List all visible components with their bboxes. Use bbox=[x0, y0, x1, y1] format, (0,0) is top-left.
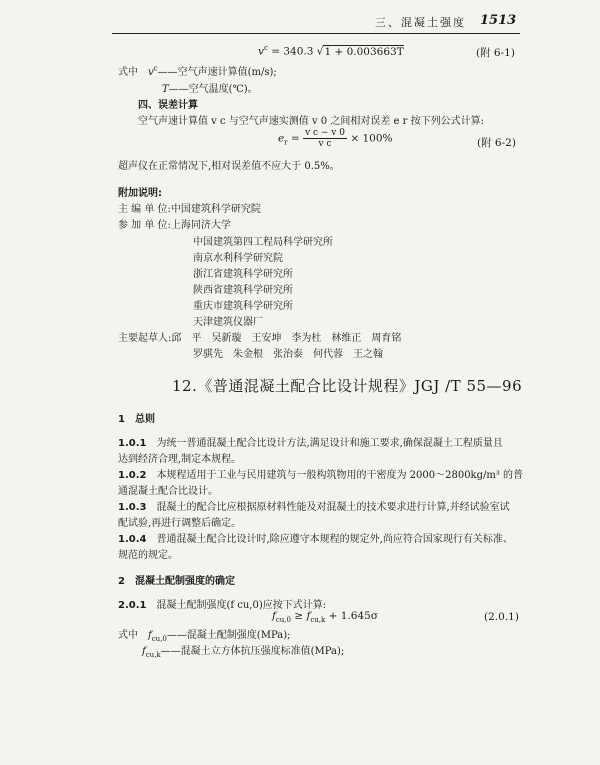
where-2-line-1: 式中 $f_{cu,0}——$混凝土配制强度(MPa); bbox=[118, 630, 291, 643]
clause-2-0-1: 2.0.1 混凝土配制强度(f cu,0)应按下式计算: bbox=[118, 600, 327, 611]
formula-2-0-1: $f_{cu,0} \ge f_{cu,k} + 1.645\sigma$ bbox=[272, 610, 378, 625]
chapter-2-heading: 2 混凝土配制强度的确定 bbox=[118, 576, 235, 587]
participant-item: 浙江省建筑科学研究所 bbox=[193, 269, 293, 280]
formula-6-2: $e_r$ = $\frac{\text{v c − v 0}}{\text{v c}}$ × 100% bbox=[278, 128, 393, 149]
participant-item: 中国建筑第四工程局科学研究所 bbox=[193, 237, 333, 248]
standard-title: 12.《普通混凝土配合比设计规程》JGJ /T 55—96 bbox=[172, 377, 523, 395]
error-calc-intro: 空气声速计算值 v c 与空气声速实测值 v 0 之间相对误差 e r 按下列公式计算: bbox=[138, 116, 484, 127]
page-number: 1513 bbox=[480, 13, 517, 28]
clause-1-0-2-cont: 通混凝土配合比设计。 bbox=[118, 486, 218, 497]
participants-first: 参 加 单 位:上海同济大学 bbox=[118, 220, 231, 231]
error-calc-note: 超声仪在正常情况下,相对误差值不应大于 0.5%。 bbox=[118, 161, 340, 172]
where-line-1: 式中 $v^c——$空气声速计算值(m/s); bbox=[118, 64, 277, 78]
clause-1-0-1-cont: 达到经济合理,制定本规程。 bbox=[118, 454, 242, 465]
formula-6-2-number: (附 6-2) bbox=[477, 137, 516, 149]
appendix-heading: 附加说明: bbox=[118, 188, 162, 199]
formula-6-1: $v^c = 340.3$ √1 + 0.003663T bbox=[258, 44, 404, 58]
clause-1-0-1: 1.0.1 为统一普通混凝土配合比设计方法,满足设计和施工要求,确保混凝土工程质量且 bbox=[118, 438, 503, 449]
clause-1-0-3: 1.0.3 混凝土的配合比应根据原材料性能及对混凝土的技术要求进行计算,并经试验室试 bbox=[118, 502, 510, 513]
drafters-line-2: 罗骐先 朱金根 张治泰 何代蓉 王之翰 bbox=[193, 349, 383, 360]
participant-item: 南京水利科学研究院 bbox=[193, 253, 283, 264]
section-heading-error-calc: 四、误差计算 bbox=[138, 100, 198, 111]
header-rule bbox=[112, 33, 520, 34]
running-header-section: 三、混凝土强度 bbox=[375, 16, 466, 29]
clause-1-0-4-cont: 规范的规定。 bbox=[118, 550, 178, 561]
clause-1-0-4: 1.0.4 普通混凝土配合比设计时,除应遵守本规程的规定外,尚应符合国家现行有关标准、 bbox=[118, 534, 513, 545]
participant-item: 陕西省建筑科学研究所 bbox=[193, 285, 293, 296]
clause-1-0-2: 1.0.2 本规程适用于工业与民用建筑与一般构筑物用的干密度为 2000～2800kg/m³ 的普 bbox=[118, 470, 524, 481]
participant-item: 重庆市建筑科学研究所 bbox=[193, 301, 293, 312]
clause-1-0-3-cont: 配试验,再进行调整后确定。 bbox=[118, 518, 242, 529]
where-line-2: T——空气温度(℃)。 bbox=[162, 84, 258, 95]
drafters-line-1: 主要起草人:邱 平 吴新璇 王安坤 李为杜 林维正 周育铭 bbox=[118, 333, 402, 344]
formula-2-0-1-number: (2.0.1) bbox=[484, 611, 519, 623]
where-2-line-2: $f_{cu,k}——$混凝土立方体抗压强度标准值(MPa); bbox=[142, 646, 345, 659]
participant-item: 天津建筑仪器厂 bbox=[193, 317, 263, 328]
formula-6-1-number: (附 6-1) bbox=[476, 47, 515, 59]
chapter-1-heading: 1 总则 bbox=[118, 414, 155, 425]
formula-6-2-fraction: $\frac{\text{v c − v 0}}{\text{v c}}$ bbox=[305, 128, 345, 149]
editor-unit: 主 编 单 位:中国建筑科学研究院 bbox=[118, 204, 261, 215]
